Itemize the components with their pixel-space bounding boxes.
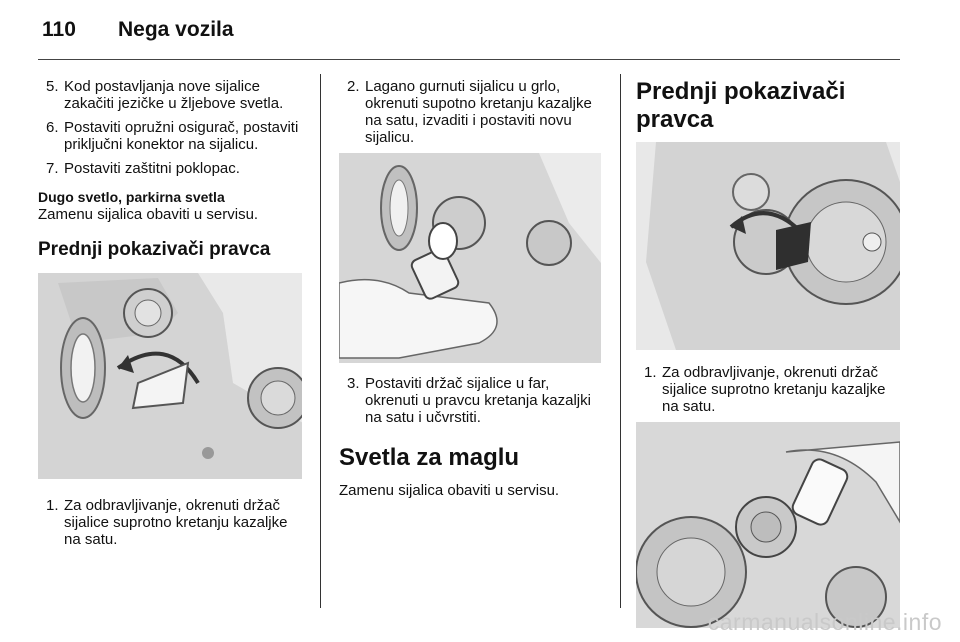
column-3	[636, 78, 902, 628]
subheading: Dugo svetlo, parkirna svetla	[38, 189, 225, 205]
steps-list	[38, 497, 304, 548]
section-title: Prednji pokazivači pravca	[38, 239, 271, 260]
section-title: Prednji pokazivači pravca	[636, 78, 846, 133]
section-text: Zamenu sijalica obaviti u servisu.	[339, 482, 560, 499]
steps-list	[339, 78, 603, 146]
list-item: 1. Za odbravljivanje, okrenuti držač sijalice suprotno kretanju kazaljke na satu.	[46, 497, 288, 548]
page-title: Nega vozila	[118, 18, 234, 41]
header-rule	[38, 59, 900, 60]
steps-list	[339, 375, 603, 426]
page-number: 110	[42, 18, 76, 41]
list-item: 1. Za odbravljivanje, okrenuti držač sijalice suprotno kretanju kazaljke na satu.	[644, 364, 886, 415]
bulb-holder-illustration	[636, 422, 900, 628]
list-item: 6. Postaviti opružni osigurač, postaviti priključni konektor na sijalicu.	[46, 119, 299, 153]
turn-signal-socket-illustration	[38, 273, 302, 479]
list-item: 3. Postaviti držač sijalice u far, okrenuti u pravcu kretanja kazaljki na satu i učvrstiti.	[347, 375, 591, 426]
steps-list	[38, 78, 304, 177]
steps-list	[636, 364, 902, 415]
section-title: Svetla za maglu	[339, 444, 520, 471]
list-item: 7. Postaviti zaštitni poklopac.	[46, 160, 240, 177]
column-2	[339, 78, 603, 499]
column-divider	[320, 74, 321, 608]
column-divider	[620, 74, 621, 608]
list-item: 2. Lagano gurnuti sijalicu u grlo, okrenuti supotno kretanju kazaljke na satu, izvaditi i postaviti novu sijalicu.	[347, 78, 592, 146]
watermark: carmanualsonline.info	[707, 609, 942, 635]
list-item: 5. Kod postavljanja nove sijalice zakačiti jezičke u žljebove svetla.	[46, 78, 284, 112]
turn-signal-socket-illustration	[636, 142, 900, 350]
bulb-removal-illustration	[339, 153, 601, 363]
subheading-text: Zamenu sijalica obaviti u servisu.	[38, 206, 259, 223]
column-1	[38, 78, 304, 555]
